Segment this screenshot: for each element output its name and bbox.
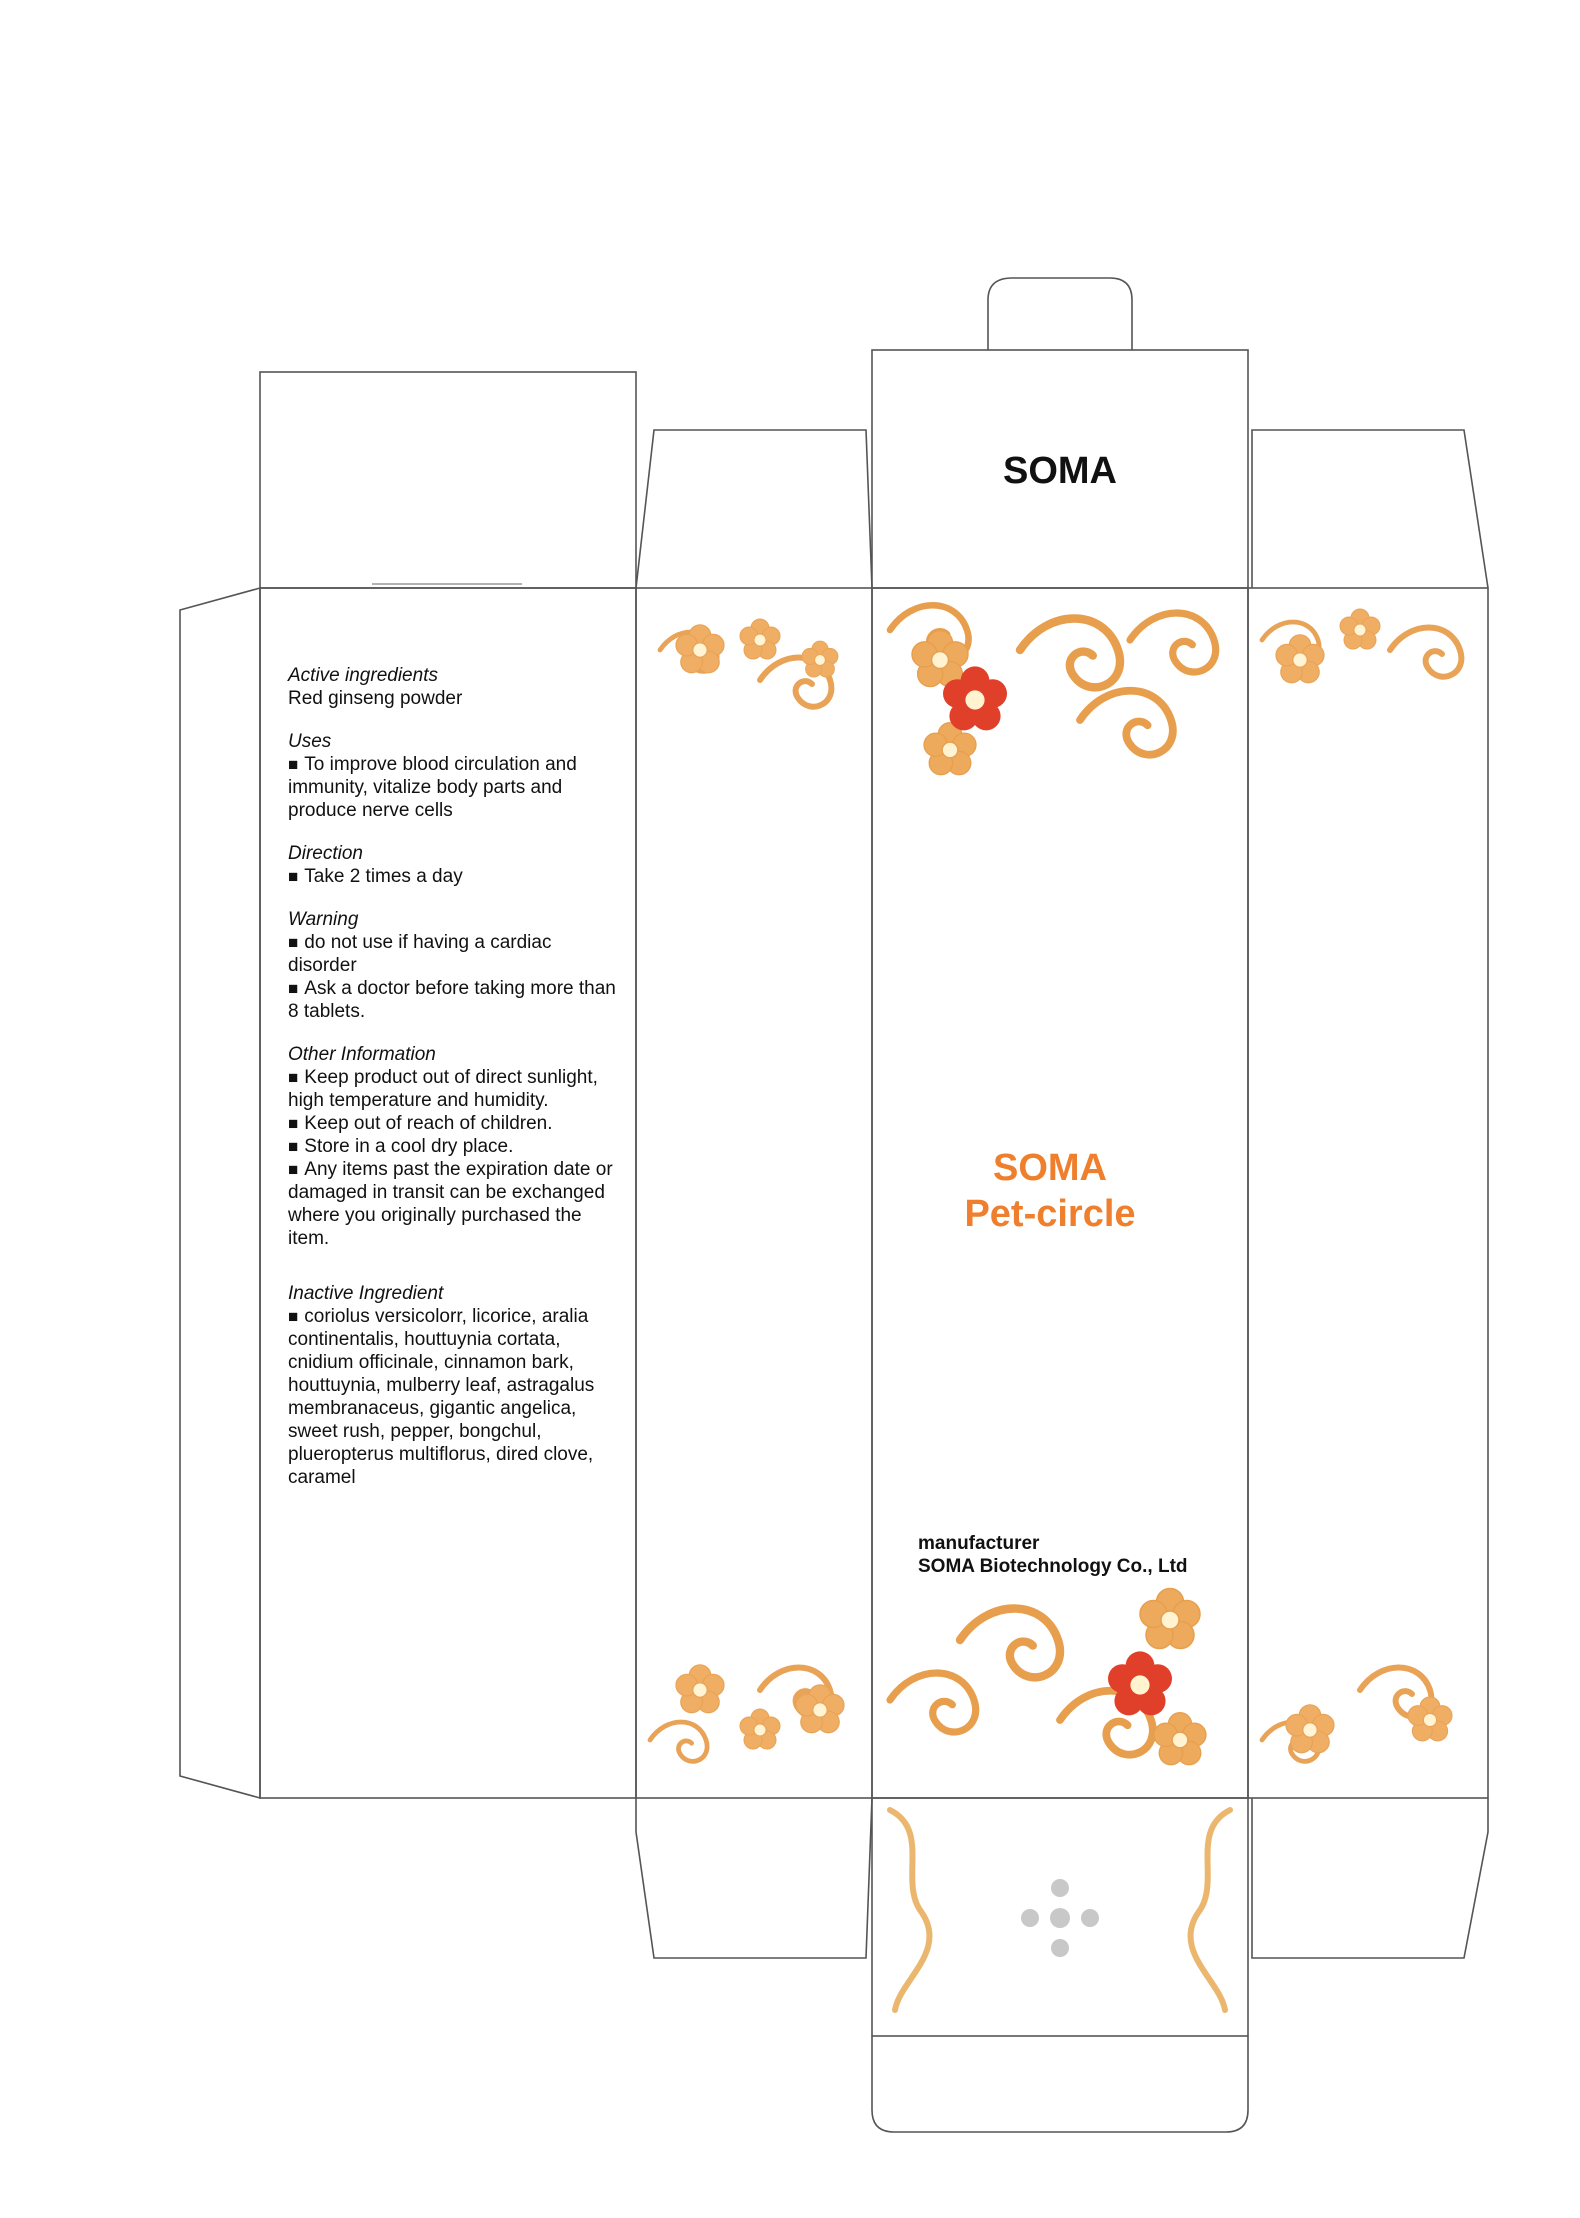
grey-emblem (1021, 1879, 1099, 1957)
dust-flap-bottom-right (1252, 1798, 1488, 1958)
warning-item-2: ■ Ask a doctor before taking more than 8 tablets. (288, 977, 620, 1023)
ornament-bottom-right-narrow (1262, 1668, 1452, 1762)
red-flower-bottom (1108, 1651, 1172, 1715)
manufacturer-label: manufacturer (918, 1533, 1040, 1554)
section-active (288, 664, 620, 710)
left-narrow-panel (636, 588, 872, 1798)
other-item-1: ■ Keep product out of direct sunlight, high temperature and humidity. (288, 1066, 620, 1112)
side-panel-text (288, 664, 620, 1509)
ornament-top-right-narrow (1262, 609, 1461, 683)
front-brand: SOMA (993, 1147, 1107, 1189)
section-direction (288, 842, 620, 888)
other-item-2: ■ Keep out of reach of children. (288, 1112, 620, 1135)
ornament-top-front (890, 605, 1216, 774)
section-inactive (288, 1282, 620, 1489)
side-top-flap (260, 372, 636, 588)
dust-flap-top-left (636, 430, 872, 588)
warning-heading: Warning (288, 909, 359, 930)
dust-flap-top-right (1252, 430, 1488, 588)
uses-item: ■ To improve blood circulation and immunity, vitalize body parts and produce nerve cells (288, 753, 620, 822)
glue-flap (180, 588, 260, 1798)
other-item-3: ■ Store in a cool dry place. (288, 1135, 620, 1158)
manufacturer-block (918, 1532, 1188, 1578)
uses-heading: Uses (288, 731, 332, 752)
front-brand-block (872, 1145, 1228, 1237)
top-flap-brand: SOMA (1003, 450, 1117, 492)
active-heading: Active ingredients (288, 665, 438, 686)
other-heading: Other Information (288, 1044, 436, 1065)
ornament-bottom-left-narrow (650, 1665, 844, 1762)
warning-item-1: ■ do not use if having a cardiac disorder (288, 931, 620, 977)
section-other (288, 1043, 620, 1250)
ornament-top-left-narrow (660, 619, 838, 707)
bottom-tuck (872, 2036, 1248, 2132)
manufacturer-name: SOMA Biotechnology Co., Ltd (918, 1556, 1188, 1577)
direction-item: ■ Take 2 times a day (288, 865, 620, 888)
section-warning (288, 908, 620, 1023)
other-item-4: ■ Any items past the expiration date or damaged in transit can be exchanged where you originally purchased the item. (288, 1158, 620, 1250)
section-uses (288, 730, 620, 822)
tuck-tab (988, 278, 1132, 350)
front-product: Pet-circle (964, 1193, 1136, 1235)
inactive-item: ■ coriolus versicolorr, licorice, aralia continentalis, houttuynia cortata, cnidium officinale, cinnamon bark, houttuynia, mulberry leaf, astragalus membranaceus, gigantic angelica, sweet rush, pepper, bongchul, plueropterus multiflorus, dired clove, caramel (288, 1305, 620, 1489)
dust-flap-bottom-left (636, 1798, 872, 1958)
inactive-heading: Inactive Ingredient (288, 1283, 444, 1304)
right-narrow-panel (1248, 588, 1488, 1798)
direction-heading: Direction (288, 843, 363, 864)
active-text: Red ginseng powder (288, 688, 463, 709)
